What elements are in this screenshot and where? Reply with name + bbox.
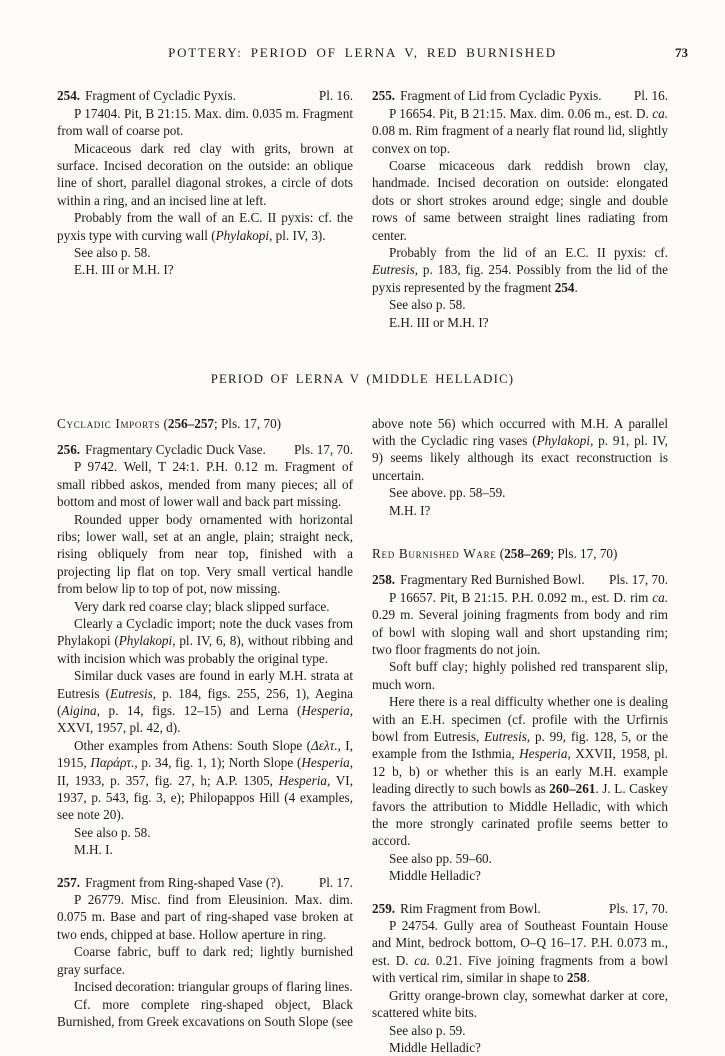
text-segment: 0.21. Five joining fragments from a bowl with vertical rim, similar in shape to <box>372 953 668 985</box>
entry-number: 254. <box>57 88 80 103</box>
entry-title: Rim Fragment from Bowl. <box>400 901 541 916</box>
catalog-entry-254 <box>57 87 353 278</box>
text-segment: Other examples from Athens: South Slope ( <box>74 738 311 753</box>
entry-title: Fragment of Lid from Cycladic Pyxis. <box>400 88 601 103</box>
entry-number: 259. <box>372 901 395 916</box>
text-segment: , VI, 1937, p. 543, fig. 3, e); Philopappos Hill (4 examples, see note 20). <box>57 773 353 823</box>
text-segment: Hesperia <box>279 773 327 788</box>
text-segment: 0.08 m. Rim fragment of a nearly flat round lid, slightly convex on top. <box>372 123 668 155</box>
dating-line: M.H. I? <box>372 502 668 519</box>
dating-line <box>372 314 668 331</box>
text-segment: Cycladic Imports <box>57 416 160 431</box>
page-number: 73 <box>675 44 688 61</box>
text-segment: Incised decoration: triangular groups of flaring lines. <box>74 979 353 994</box>
text-segment: E.H. III or M.H. I? <box>389 315 489 330</box>
paragraph <box>372 105 668 157</box>
text-segment: Παράρτ. <box>90 755 134 770</box>
text-segment: Eutresis <box>372 262 415 277</box>
text-segment: 260–261 <box>549 781 595 796</box>
paragraph <box>57 978 353 995</box>
text-segment: , p. 14, figs. 12–15) and Lerna ( <box>97 703 302 718</box>
dating-line <box>57 841 353 858</box>
paragraph <box>57 891 353 943</box>
dating-line <box>57 261 353 278</box>
text-segment: 258–269 <box>504 546 550 561</box>
text-segment: , p. 183, fig. 254. Possibly from the lid of the pyxis represented by the fragment <box>372 262 668 294</box>
entry-title-line <box>372 900 541 917</box>
see-also-note <box>57 824 353 841</box>
text-segment: P 24754. Gully area of Southeast Fountain House and Mint, bedrock bottom, O–Q 16–17. P.H. 0.073 m., est. D. <box>372 918 668 968</box>
text-segment: , I, 1915, <box>57 738 353 770</box>
text-segment: Phylakopi <box>119 633 172 648</box>
entry-heading <box>57 87 353 104</box>
entry-title-line <box>57 441 266 458</box>
plate-reference: Pls. 17, 70. <box>609 900 668 917</box>
paragraph <box>57 458 353 510</box>
section-heading: PERIOD OF LERNA V (MIDDLE HELLADIC) <box>57 371 668 388</box>
text-segment: Hesperia <box>519 746 567 761</box>
text-segment: P 26779. Misc. find from Eleusinion. Max. dim. 0.075 m. Base and part of ring-shaped vase broken at two ends, chipped at base. Hollow aperture in ring. <box>57 892 353 942</box>
text-segment: See also p. 58. <box>389 297 466 312</box>
paragraph <box>372 987 668 1022</box>
text-segment: P 16654. Pit, B 21:15. Max. dim. 0.06 m., est. D. <box>389 106 652 121</box>
text-segment: , pl. IV, 3). <box>269 228 326 243</box>
entry-title-line <box>57 874 284 891</box>
paragraph <box>372 693 668 850</box>
paragraph <box>372 157 668 244</box>
paragraph <box>57 996 353 1031</box>
text-segment: Middle Helladic? <box>389 868 481 883</box>
text-segment: ca. <box>414 953 430 968</box>
paragraph <box>57 511 353 598</box>
entry-title-line <box>57 87 236 104</box>
text-segment: See also pp. 59–60. <box>389 851 492 866</box>
text-segment: Cf. more complete ring-shaped object, Black Burnished, from Greek excavations on South Slope (see <box>57 997 353 1029</box>
paragraph <box>57 615 353 667</box>
entry-number: 255. <box>372 88 395 103</box>
text-segment: ca. <box>652 106 668 121</box>
paragraph <box>372 658 668 693</box>
text-segment: See also p. 58. <box>74 825 151 840</box>
text-segment: E.H. III or M.H. I? <box>74 262 174 277</box>
text-segment: Clearly a Cycladic import; note the duck vases from Phylakopi ( <box>57 616 353 648</box>
catalog-entry-256 <box>57 441 353 859</box>
top-right-column <box>372 87 668 331</box>
ware-subheading-cycladic-imports <box>57 415 353 432</box>
entry-title: Fragment of Cycladic Pyxis. <box>85 88 236 103</box>
text-segment: , p. 91, pl. IV, 9) seems likely although its exact reconstruction is uncertain. <box>372 433 668 483</box>
text-segment: See also p. 58. <box>74 245 151 260</box>
text-segment: Gritty orange-brown clay, somewhat darker at core, scattered white bits. <box>372 988 668 1020</box>
text-segment: , II, 1933, p. 357, fig. 27, h; A.P. 1305, <box>57 755 353 787</box>
entry-title-line <box>372 87 602 104</box>
top-left-column <box>57 87 353 331</box>
text-segment: M.H. I. <box>74 842 113 857</box>
text-segment: Probably from the lid of an E.C. II pyxis: cf. <box>389 245 668 260</box>
text-segment: Hesperia <box>301 755 349 770</box>
see-also-note <box>372 1022 668 1039</box>
entry-number: 257. <box>57 875 80 890</box>
text-segment: Δελτ. <box>311 738 338 753</box>
text-segment: Eutresis <box>484 729 527 744</box>
paragraph <box>372 244 668 296</box>
entry-heading <box>372 87 668 104</box>
dating-line <box>372 1039 668 1056</box>
entry-title: Fragmentary Cycladic Duck Vase. <box>85 442 266 457</box>
text-segment: , p. 34, fig. 1, 1); North Slope ( <box>134 755 301 770</box>
ware-subheading-red-burnished <box>372 545 668 562</box>
text-segment: above note 56) which occurred with M.H. A parallel with the Cycladic ring vases ( <box>372 416 668 448</box>
paragraph <box>57 105 353 140</box>
text-segment: . <box>575 280 578 295</box>
continuation-paragraph <box>372 415 668 485</box>
text-segment: Probably from the wall of an E.C. II pyxis: cf. the pyxis type with curving wall ( <box>57 210 353 242</box>
bottom-left-column <box>57 415 353 1056</box>
plate-reference: Pls. 17, 70. <box>294 441 353 458</box>
see-also-note <box>57 244 353 261</box>
entry-title: Fragment from Ring-shaped Vase (?). <box>85 875 284 890</box>
text-segment: . <box>587 970 590 985</box>
text-segment: Soft buff clay; highly polished red transparent slip, much worn. <box>372 659 668 691</box>
text-segment: , p. 184, figs. 255, 256, 1), Aegina ( <box>57 686 353 718</box>
text-segment: Middle Helladic? <box>389 1040 481 1055</box>
text-segment: Phylakopi <box>216 228 269 243</box>
text-segment: Hesperia <box>301 703 349 718</box>
text-segment: ; Pls. 17, 70) <box>214 416 281 431</box>
entry-title-line <box>372 571 585 588</box>
text-segment: Coarse micaceous dark reddish brown clay, handmade. Incised decoration on outside: elongated dots or short strokes around edge; single and double rows of same between straight lines radiating from center. <box>372 158 668 243</box>
see-also-note: See above. pp. 58–59. <box>372 484 668 501</box>
text-segment: P 16657. Pit, B 21:15. P.H. 0.092 m., est. D. rim <box>389 590 652 605</box>
paragraph <box>57 943 353 978</box>
text-segment: , XXVII, 1958, pl. 12 b, b) or whether this is an early M.H. example leading directly to such bowls as <box>372 746 668 796</box>
entry-heading <box>57 874 353 891</box>
plate-reference: Pl. 16. <box>634 87 668 104</box>
text-segment: , p. 99, fig. 128, 5, or the example from the Isthmia, <box>372 729 668 761</box>
entry-number: 256. <box>57 442 80 457</box>
catalog-entry-259 <box>372 900 668 1056</box>
catalog-entry-255 <box>372 87 668 331</box>
text-segment: Red Burnished Ware <box>372 546 497 561</box>
text-segment: Eutresis <box>110 686 153 701</box>
text-segment: Aigina <box>61 703 96 718</box>
text-segment: 258 <box>567 970 587 985</box>
entry-heading <box>372 900 668 917</box>
text-segment: Similar duck vases are found in early M.H. strata at Eutresis ( <box>57 668 353 700</box>
text-segment: Coarse fabric, buff to dark red; lightly burnished gray surface. <box>57 944 353 976</box>
text-segment: , XXVI, 1957, pl. 42, d). <box>57 703 353 735</box>
text-segment: Rounded upper body ornamented with horizontal ribs; lower wall, set at an angle, plain; straight neck, rising obliquely from near top, finished with a projecting lip flat on top. Very small vertical handle from below lip to top of pot, now missing. <box>57 512 353 597</box>
text-segment: . J. L. Caskey favors the attribution to Middle Helladic, with which the more strongly carinated profile seems better to accord. <box>372 781 668 848</box>
text-segment: , pl. IV, 6, 8), without ribbing and with incision which was probably the original type. <box>57 633 353 665</box>
text-segment: See also p. 59. <box>389 1023 466 1038</box>
catalog-entry-257 <box>57 874 353 1031</box>
paragraph <box>372 917 668 987</box>
paragraph <box>57 598 353 615</box>
entry-title: Fragmentary Red Burnished Bowl. <box>400 572 585 587</box>
see-also-note <box>372 850 668 867</box>
plate-reference: Pl. 17. <box>319 874 353 891</box>
dating-line <box>372 867 668 884</box>
text-segment: ; Pls. 17, 70) <box>550 546 617 561</box>
text-segment: Very dark red coarse clay; black slipped surface. <box>74 599 330 614</box>
paragraph <box>57 209 353 244</box>
text-segment: Phylakopi <box>537 433 590 448</box>
bottom-columns <box>57 415 668 1056</box>
text-segment: Micaceous dark red clay with grits, brown at surface. Incised decoration on the outside: an oblique line of short, parallel diagonal strokes, a circle of dots within a ring, and an incised line at left. <box>57 141 353 208</box>
text-segment: 0.29 m. Several joining fragments from body and rim of bowl with sloping wall and short upstanding rim; two floor fragments do not join. <box>372 607 668 657</box>
paragraph <box>372 589 668 659</box>
text-segment: ( <box>497 546 505 561</box>
running-head-title: POTTERY: PERIOD OF LERNA V, RED BURNISHED <box>168 45 557 60</box>
entry-heading <box>372 571 668 588</box>
paragraph <box>57 140 353 210</box>
text-segment: P 17404. Pit, B 21:15. Max. dim. 0.035 m. Fragment from wall of coarse pot. <box>57 106 353 138</box>
text-segment: Here there is a real difficulty whether one is dealing with an E.H. specimen (cf. profile with the Urfirnis bowl from Eutresis, <box>372 694 668 744</box>
text-segment: 254 <box>555 280 575 295</box>
text-segment: 256–257 <box>168 416 214 431</box>
plate-reference: Pls. 17, 70. <box>609 571 668 588</box>
bottom-right-column <box>372 415 668 1056</box>
catalog-entry-258 <box>372 571 668 884</box>
paragraph <box>57 737 353 824</box>
top-columns <box>57 87 668 331</box>
text-segment: ca. <box>652 590 668 605</box>
see-also-note <box>372 296 668 313</box>
entry-heading <box>57 441 353 458</box>
plate-reference: Pl. 16. <box>319 87 353 104</box>
text-segment: ( <box>160 416 168 431</box>
entry-number: 258. <box>372 572 395 587</box>
text-segment: P 9742. Well, T 24:1. P.H. 0.12 m. Fragment of small ribbed askos, mended from many pieces; all of bottom and most of lower wall and back part missing. <box>57 459 353 509</box>
paragraph <box>57 667 353 737</box>
running-head <box>57 44 668 61</box>
